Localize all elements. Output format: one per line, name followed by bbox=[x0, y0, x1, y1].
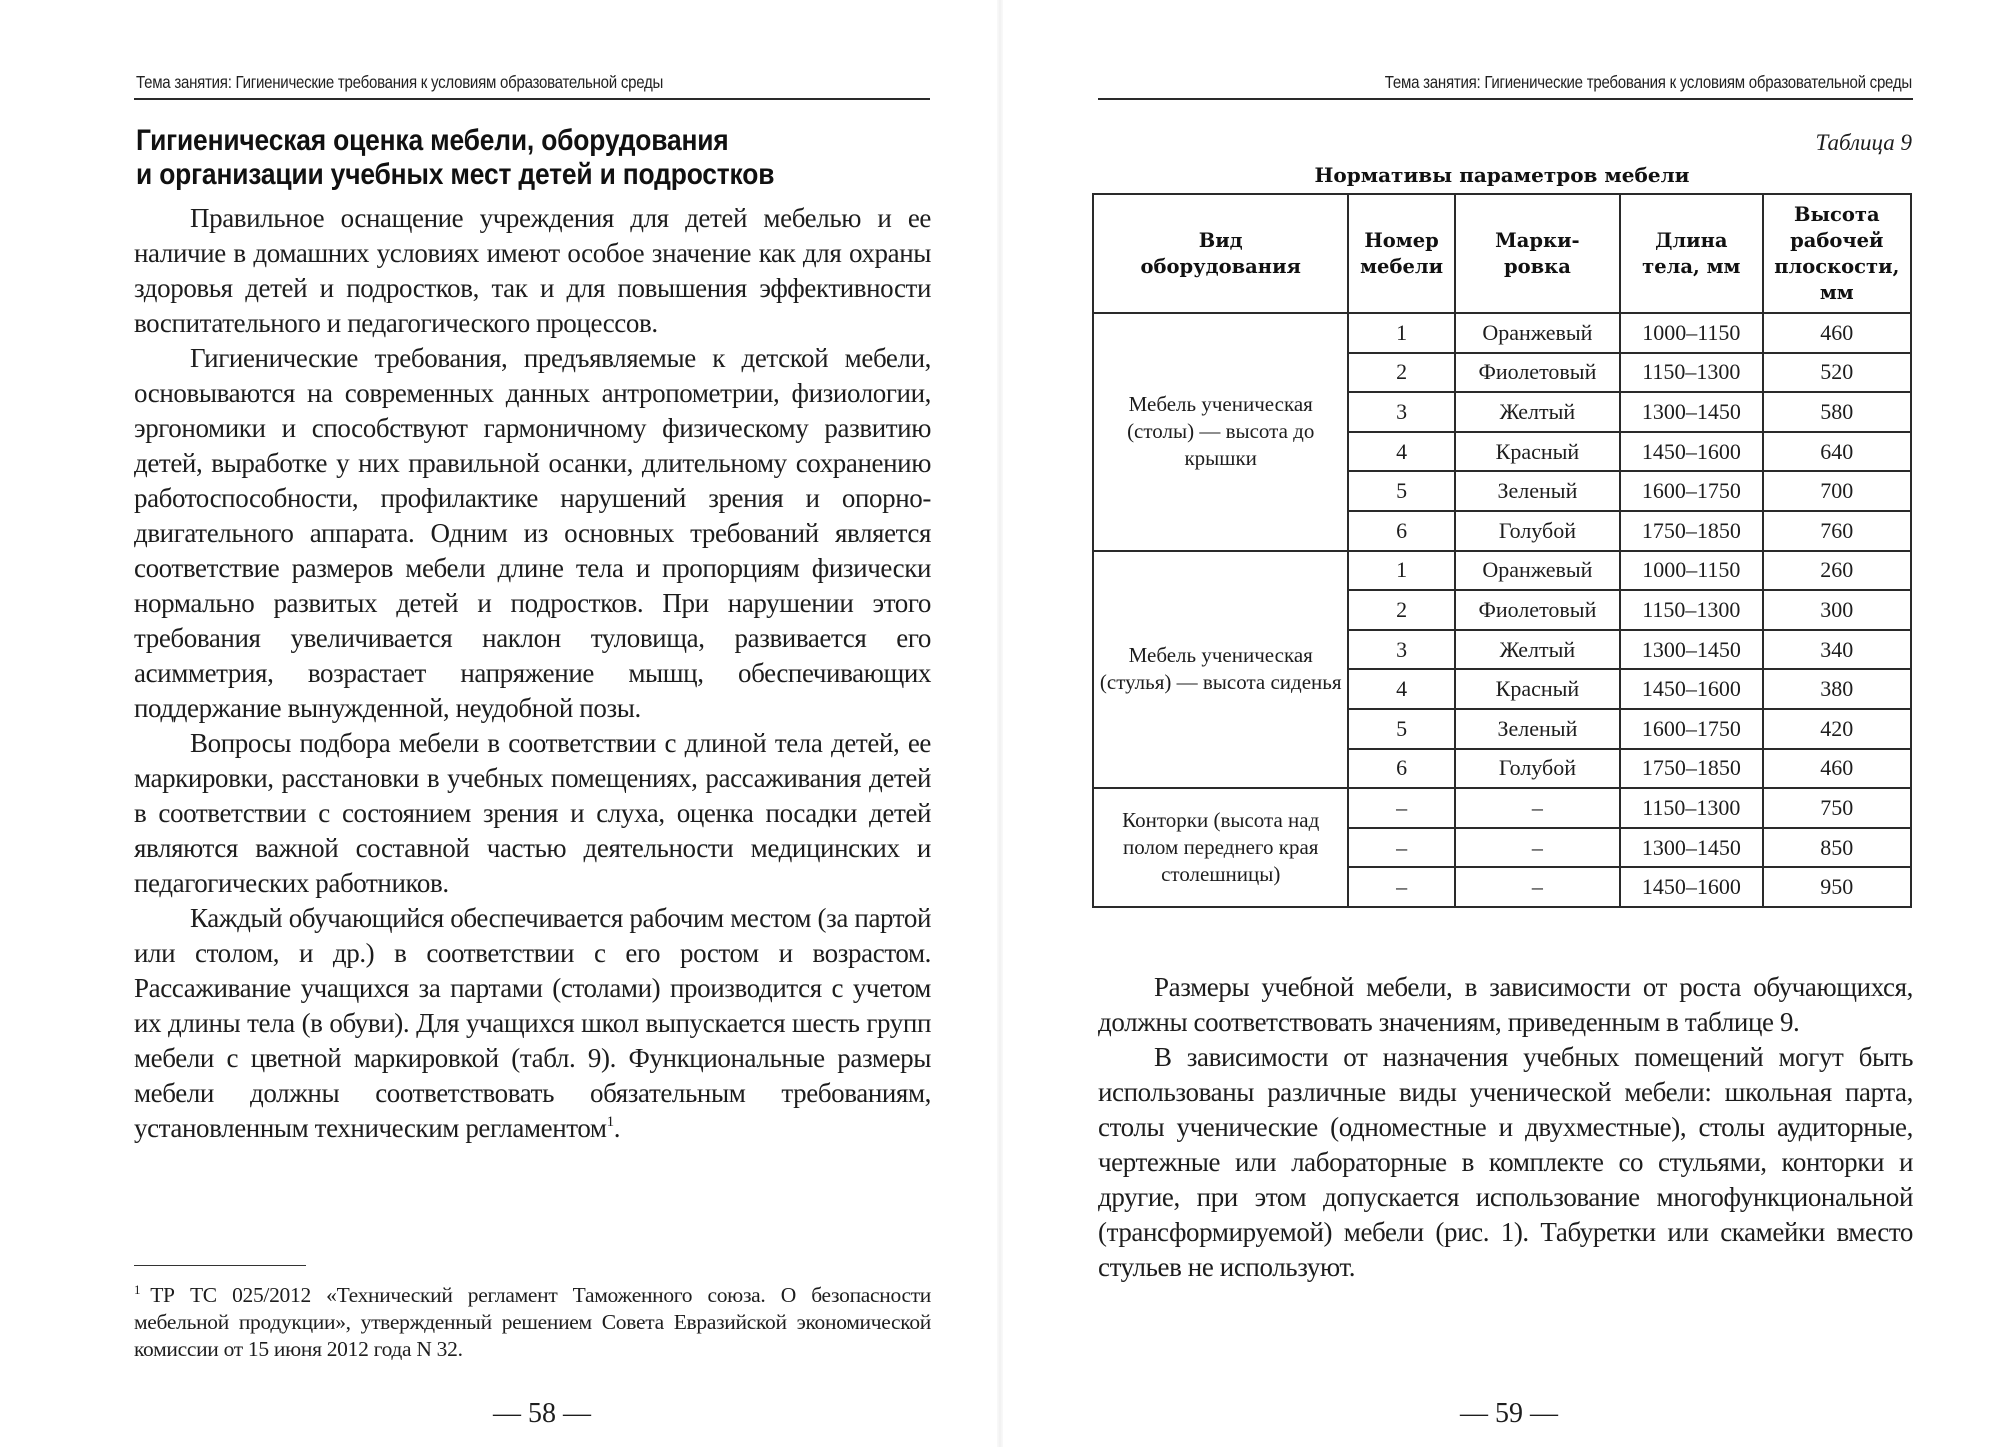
table-row bbox=[1093, 788, 1911, 828]
body-text bbox=[134, 201, 931, 1146]
section-title bbox=[136, 124, 840, 192]
body-length-cell: 1750–1850 bbox=[1620, 749, 1763, 789]
page-number: — 59 — bbox=[1460, 1398, 1558, 1429]
paragraph: Размеры учебной мебели, в зависимости от роста обучающихся, должны соответствовать значениям, приведенным в таблице 9. bbox=[1098, 972, 1913, 1037]
furniture-number-cell: 3 bbox=[1348, 630, 1454, 670]
furniture-number-cell: 4 bbox=[1348, 669, 1454, 709]
section-title-line-2: и организации учебных мест детей и подростков bbox=[136, 158, 775, 191]
table-label: Таблица 9 bbox=[1815, 130, 1912, 155]
footnote-text: ТР ТС 025/2012 «Технический регламент Таможенного союза. О безопасности мебельной продукции», утвержденный решением Совета Евразийской экономической комиссии от 15 июня 2012 года N 32. bbox=[134, 1283, 931, 1361]
body-length-cell: 1450–1600 bbox=[1620, 669, 1763, 709]
furniture-number-cell: 5 bbox=[1348, 471, 1454, 511]
body-length-cell: 1150–1300 bbox=[1620, 788, 1763, 828]
furniture-number-cell: 6 bbox=[1348, 749, 1454, 789]
marking-cell: – bbox=[1455, 828, 1620, 868]
paragraph: Правильное оснащение учреждения для детей мебелью и ее наличие в домашних условиях имеют особое значение как для охраны здоровья детей и подростков, так и для повышения эффективности воспитательного и педагогического процессов. bbox=[134, 203, 931, 338]
running-head: Тема занятия: Гигиенические требования к условиям образовательной среды bbox=[1384, 72, 1912, 92]
work-surface-height-cell: 850 bbox=[1763, 828, 1911, 868]
header-rule bbox=[1098, 98, 1913, 100]
furniture-number-cell: 1 bbox=[1348, 551, 1454, 591]
footnote bbox=[134, 1276, 931, 1363]
header-marking: Марки- ровка bbox=[1455, 194, 1620, 313]
header-work-surface-height: Высота рабочей плоскости, мм bbox=[1763, 194, 1911, 313]
body-length-cell: 1150–1300 bbox=[1620, 590, 1763, 630]
footnote-reference[interactable]: 1 bbox=[606, 1114, 614, 1130]
work-surface-height-cell: 340 bbox=[1763, 630, 1911, 670]
work-surface-height-cell: 420 bbox=[1763, 709, 1911, 749]
paragraph: Вопросы подбора мебели в соответствии с длиной тела детей, ее маркировки, расстановки в учебных помещениях, рассаживания детей в соответствии с состоянием зрения и слуха, оценка посадки детей являются важной составной частью деятельности медицинских и педагогических работников. bbox=[134, 728, 931, 898]
work-surface-height-cell: 300 bbox=[1763, 590, 1911, 630]
header-equipment-type: Вид оборудования bbox=[1093, 194, 1348, 313]
running-head: Тема занятия: Гигиенические требования к условиям образовательной среды bbox=[136, 72, 664, 92]
marking-cell: Зеленый bbox=[1455, 709, 1620, 749]
section-title-line-1: Гигиеническая оценка мебели, оборудования bbox=[136, 124, 729, 157]
table-header-row bbox=[1093, 194, 1911, 313]
furniture-number-cell: – bbox=[1348, 788, 1454, 828]
furniture-number-cell: – bbox=[1348, 867, 1454, 907]
furniture-number-cell: 2 bbox=[1348, 590, 1454, 630]
equipment-type-cell: Мебель ученическая (столы) — высота до крышки bbox=[1093, 313, 1348, 551]
body-length-cell: 1750–1850 bbox=[1620, 511, 1763, 551]
furniture-number-cell: 1 bbox=[1348, 313, 1454, 353]
work-surface-height-cell: 520 bbox=[1763, 353, 1911, 393]
table-body bbox=[1093, 313, 1911, 907]
page-59 bbox=[1000, 0, 2000, 1447]
furniture-number-cell: 5 bbox=[1348, 709, 1454, 749]
furniture-norms-table bbox=[1092, 193, 1912, 908]
paragraph-text: Каждый обучающийся обеспечивается рабочим местом (за партой или столом, и др.) в соответствии с его ростом и возрастом. Рассаживание учащихся за партами (столами) производится с учетом их длины тела (в обуви). Для учащихся школ выпускается шесть групп мебели с цветной маркировкой (табл. 9). Функциональные размеры мебели должны соответствовать обязательным требованиям, установленным техническим регламентом bbox=[134, 903, 931, 1143]
furniture-number-cell: 2 bbox=[1348, 353, 1454, 393]
body-length-cell: 1300–1450 bbox=[1620, 630, 1763, 670]
marking-cell: Оранжевый bbox=[1455, 313, 1620, 353]
work-surface-height-cell: 580 bbox=[1763, 392, 1911, 432]
body-length-cell: 1450–1600 bbox=[1620, 432, 1763, 472]
header-body-length: Длина тела, мм bbox=[1620, 194, 1763, 313]
equipment-type-cell: Конторки (высота над полом переднего края столешницы) bbox=[1093, 788, 1348, 907]
equipment-type-cell: Мебель ученическая (стулья) — высота сиденья bbox=[1093, 551, 1348, 789]
paragraph-with-footnote: Каждый обучающийся обеспечивается рабочим местом (за партой или столом, и др.) в соответствии с его ростом и возрастом. Рассаживание учащихся за партами (столами) производится с учетом их длины тела (в обуви). Для учащихся школ выпускается шесть групп мебели с цветной маркировкой (табл. 9). Функциональные размеры мебели должны соответствовать обязательным требованиям, установленным техническим регламентом$^1$. bbox=[134, 903, 931, 1143]
footnote-rule bbox=[134, 1265, 306, 1266]
marking-cell: Красный bbox=[1455, 669, 1620, 709]
marking-cell: – bbox=[1455, 788, 1620, 828]
body-length-cell: 1300–1450 bbox=[1620, 828, 1763, 868]
work-surface-height-cell: 380 bbox=[1763, 669, 1911, 709]
work-surface-height-cell: 460 bbox=[1763, 313, 1911, 353]
paragraph: Гигиенические требования, предъявляемые к детской мебели, основываются на современных данных антропометрии, физиологии, эргономики и способствуют гармоничному физическому развитию детей, выработке у них правильной осанки, длительному сохранению работоспособности, профилактике нарушений зрения и опорно-двигательного аппарата. Одним из основных требований является соответствие размеров мебели длине тела и пропорциям физически нормально развитых детей и подростков. При нарушении этого требования увеличивается наклон туловища, развивается его асимметрия, возрастает напряжение мышц, обеспечивающих поддержание вынужденной, неудобной позы. bbox=[134, 343, 931, 723]
furniture-number-cell: 3 bbox=[1348, 392, 1454, 432]
work-surface-height-cell: 640 bbox=[1763, 432, 1911, 472]
table-row bbox=[1093, 313, 1911, 353]
footnote-mark: 1 bbox=[134, 1282, 141, 1297]
paragraph: В зависимости от назначения учебных помещений могут быть использованы различные виды ученической мебели: школьная парта, столы ученические (одноместные и двухместные), столы аудиторные, чертежные или лабораторные в комплекте со стульями, конторки и другие, при этом допускается использование многофункциональной (трансформируемой) мебели (рис. 1). Табуретки или скамейки вместо стульев не используют. bbox=[1098, 1042, 1913, 1282]
page-number: — 58 — bbox=[493, 1398, 591, 1429]
work-surface-height-cell: 700 bbox=[1763, 471, 1911, 511]
marking-cell: Голубой bbox=[1455, 749, 1620, 789]
table-title: Нормативы параметров мебели bbox=[1314, 163, 1690, 187]
marking-cell: Желтый bbox=[1455, 392, 1620, 432]
work-surface-height-cell: 260 bbox=[1763, 551, 1911, 591]
marking-cell: Желтый bbox=[1455, 630, 1620, 670]
body-length-cell: 1600–1750 bbox=[1620, 709, 1763, 749]
table-row bbox=[1093, 551, 1911, 591]
marking-cell: Фиолетовый bbox=[1455, 590, 1620, 630]
marking-cell: Фиолетовый bbox=[1455, 353, 1620, 393]
work-surface-height-cell: 950 bbox=[1763, 867, 1911, 907]
marking-cell: Оранжевый bbox=[1455, 551, 1620, 591]
body-length-cell: 1600–1750 bbox=[1620, 471, 1763, 511]
body-length-cell: 1450–1600 bbox=[1620, 867, 1763, 907]
marking-cell: Голубой bbox=[1455, 511, 1620, 551]
work-surface-height-cell: 750 bbox=[1763, 788, 1911, 828]
furniture-number-cell: – bbox=[1348, 828, 1454, 868]
marking-cell: – bbox=[1455, 867, 1620, 907]
marking-cell: Красный bbox=[1455, 432, 1620, 472]
body-length-cell: 1300–1450 bbox=[1620, 392, 1763, 432]
body-text bbox=[1098, 970, 1913, 1285]
furniture-number-cell: 6 bbox=[1348, 511, 1454, 551]
furniture-number-cell: 4 bbox=[1348, 432, 1454, 472]
body-length-cell: 1150–1300 bbox=[1620, 353, 1763, 393]
header-rule bbox=[134, 98, 930, 100]
body-length-cell: 1000–1150 bbox=[1620, 551, 1763, 591]
work-surface-height-cell: 760 bbox=[1763, 511, 1911, 551]
marking-cell: Зеленый bbox=[1455, 471, 1620, 511]
body-length-cell: 1000–1150 bbox=[1620, 313, 1763, 353]
header-furniture-number: Номер мебели bbox=[1348, 194, 1454, 313]
work-surface-height-cell: 460 bbox=[1763, 749, 1911, 789]
